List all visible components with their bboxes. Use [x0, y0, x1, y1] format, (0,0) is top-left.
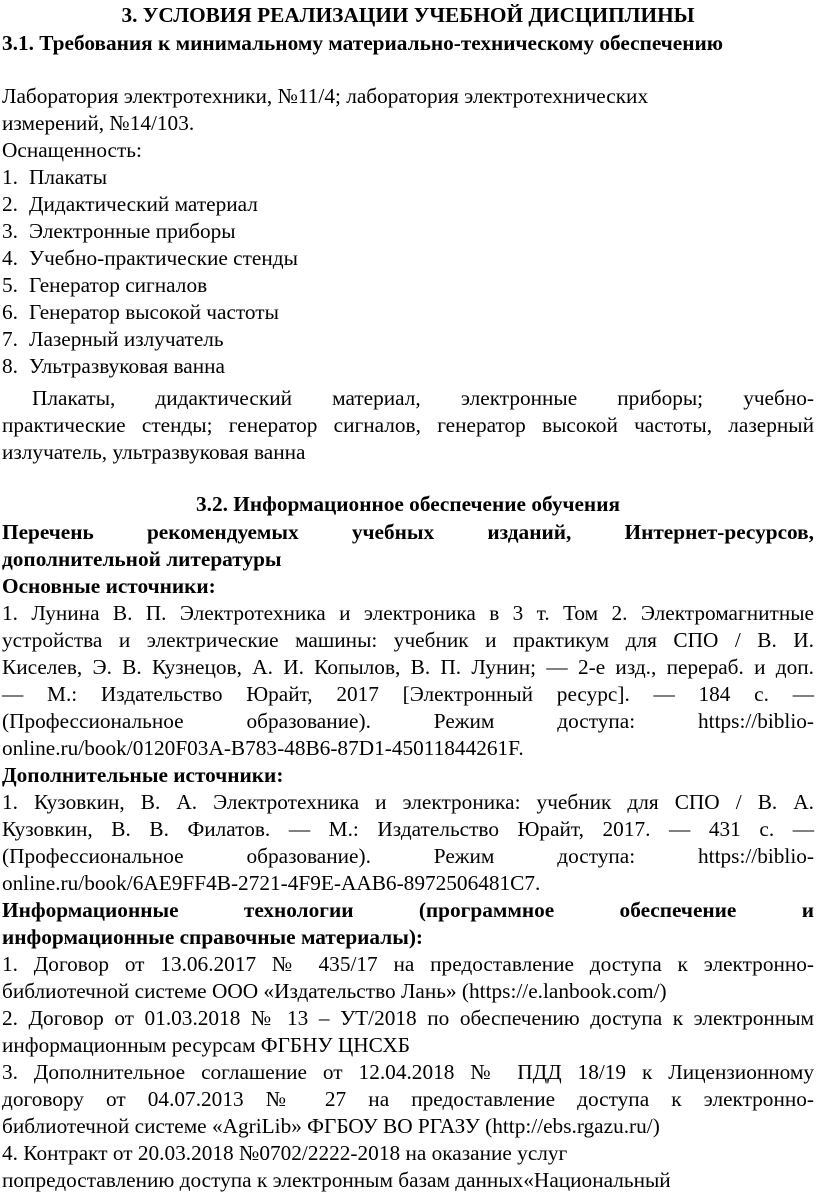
item-number: 6. — [2, 300, 18, 324]
it-item-line: договору от 04.07.2013 № 27 на предоставление доступа к электронно- — [2, 1087, 814, 1111]
summary-line: излучатель, ультразвуковая ванна — [2, 440, 306, 464]
it-item-line: библиотечной системе ООО «Издательство Лань» (https://e.lanbook.com/) — [2, 979, 667, 1003]
item-text: Учебно-практические стенды — [29, 246, 298, 270]
extra-source-line: (Профессиональное образование). Режим доступа: https://biblio- — [2, 844, 814, 868]
list-heading: Перечень рекомендуемых учебных изданий, Интернет-ресурсов, — [2, 520, 814, 544]
it-heading: Информационные технологии (программное обеспечение и — [2, 898, 814, 922]
it-item-line: информационным ресурсам ФГБНУ ЦНСХБ — [2, 1033, 410, 1057]
equipment-item — [2, 164, 814, 191]
equipment-label: Оснащенность: — [2, 138, 142, 162]
equipment-item — [2, 218, 814, 245]
main-source-line: 1. Лунина В. П. Электротехника и электроника в 3 т. Том 2. Электромагнитные — [2, 601, 814, 625]
item-text: Плакаты — [29, 165, 108, 189]
section-title: 3. УСЛОВИЯ РЕАЛИЗАЦИИ УЧЕБНОЙ ДИСЦИПЛИНЫ — [121, 3, 695, 27]
item-text: Генератор сигналов — [29, 273, 208, 297]
main-source-line: (Профессиональное образование). Режим доступа: https://biblio- — [2, 709, 814, 733]
extra-source-line: online.ru/book/6AE9FF4B-2721-4F9E-AAB6-8972506481C7. — [2, 871, 541, 895]
equipment-item — [2, 245, 814, 272]
item-number: 5. — [2, 273, 18, 297]
extra-sources-label: Дополнительные источники: — [2, 763, 284, 787]
it-item-line: 3. Дополнительное соглашение от 12.04.2018 № ПДД 18/19 к Лицензионному — [2, 1060, 814, 1084]
it-item-line: попредоставлению доступа к электронным базам данных«Национальный — [2, 1168, 671, 1192]
main-source-line: Киселев, Э. В. Кузнецов, А. И. Копылов, В. П. Лунин; — 2-е изд., перераб. и доп. — [2, 655, 814, 679]
item-number: 1. — [2, 165, 18, 189]
subsection-3-1-title: 3.1. Требования к минимальному материально-техническому обеспечению — [2, 31, 724, 55]
lab-line: Лаборатория электротехники, №11/4; лаборатория электротехнических — [2, 84, 649, 108]
equipment-item — [2, 326, 814, 353]
item-number: 3. — [2, 219, 18, 243]
item-number: 7. — [2, 327, 18, 351]
it-item-line: 2. Договор от 01.03.2018 № 13 – УТ/2018 по обеспечению доступа к электронным — [2, 1006, 814, 1030]
summary-line: практические стенды; генератор сигналов, генератор высокой частоты, лазерный — [2, 413, 814, 437]
lab-line: измерений, №14/103. — [2, 111, 195, 135]
extra-source-line: 1. Кузовкин, В. А. Электротехника и электроника: учебник для СПО / В. А. — [2, 790, 814, 814]
subsection-3-2-title: 3.2. Информационное обеспечение обучения — [196, 492, 620, 516]
it-item-line: 1. Договор от 13.06.2017 № 435/17 на предоставление доступа к электронно- — [2, 952, 814, 976]
item-text: Ультразвуковая ванна — [29, 354, 225, 378]
summary-line: Плакаты, дидактический материал, электронные приборы; учебно- — [32, 386, 814, 410]
item-text: Электронные приборы — [29, 219, 236, 243]
it-heading: информационные справочные материалы): — [2, 925, 424, 949]
it-item-line: 4. Контракт от 20.03.2018 №0702/2222-2018 на оказание услуг — [2, 1141, 568, 1165]
extra-source-line: Кузовкин, В. В. Филатов. — М.: Издательство Юрайт, 2017. — 431 с. — — [2, 817, 814, 841]
item-text: Генератор высокой частоты — [29, 300, 279, 324]
equipment-item — [2, 191, 814, 218]
item-number: 4. — [2, 246, 18, 270]
main-source-line: — М.: Издательство Юрайт, 2017 [Электронный ресурс]. — 184 с. — — [2, 682, 814, 706]
item-number: 8. — [2, 354, 18, 378]
equipment-item — [2, 272, 814, 299]
equipment-item — [2, 353, 814, 380]
item-text: Лазерный излучатель — [29, 327, 224, 351]
list-heading: дополнительной литературы — [2, 547, 282, 571]
main-sources-label: Основные источники: — [2, 574, 216, 598]
main-source-line: online.ru/book/0120F03A-B783-48B6-87D1-45011844261F. — [2, 736, 524, 760]
item-number: 2. — [2, 192, 18, 216]
equipment-item — [2, 299, 814, 326]
main-source-line: устройства и электрические машины: учебник и практикум для СПО / В. И. — [2, 628, 814, 652]
it-item-line: библиотечной системе «AgriLib» ФГБОУ ВО РГАЗУ (http://ebs.rgazu.ru/) — [2, 1114, 660, 1138]
item-text: Дидактический материал — [29, 192, 258, 216]
